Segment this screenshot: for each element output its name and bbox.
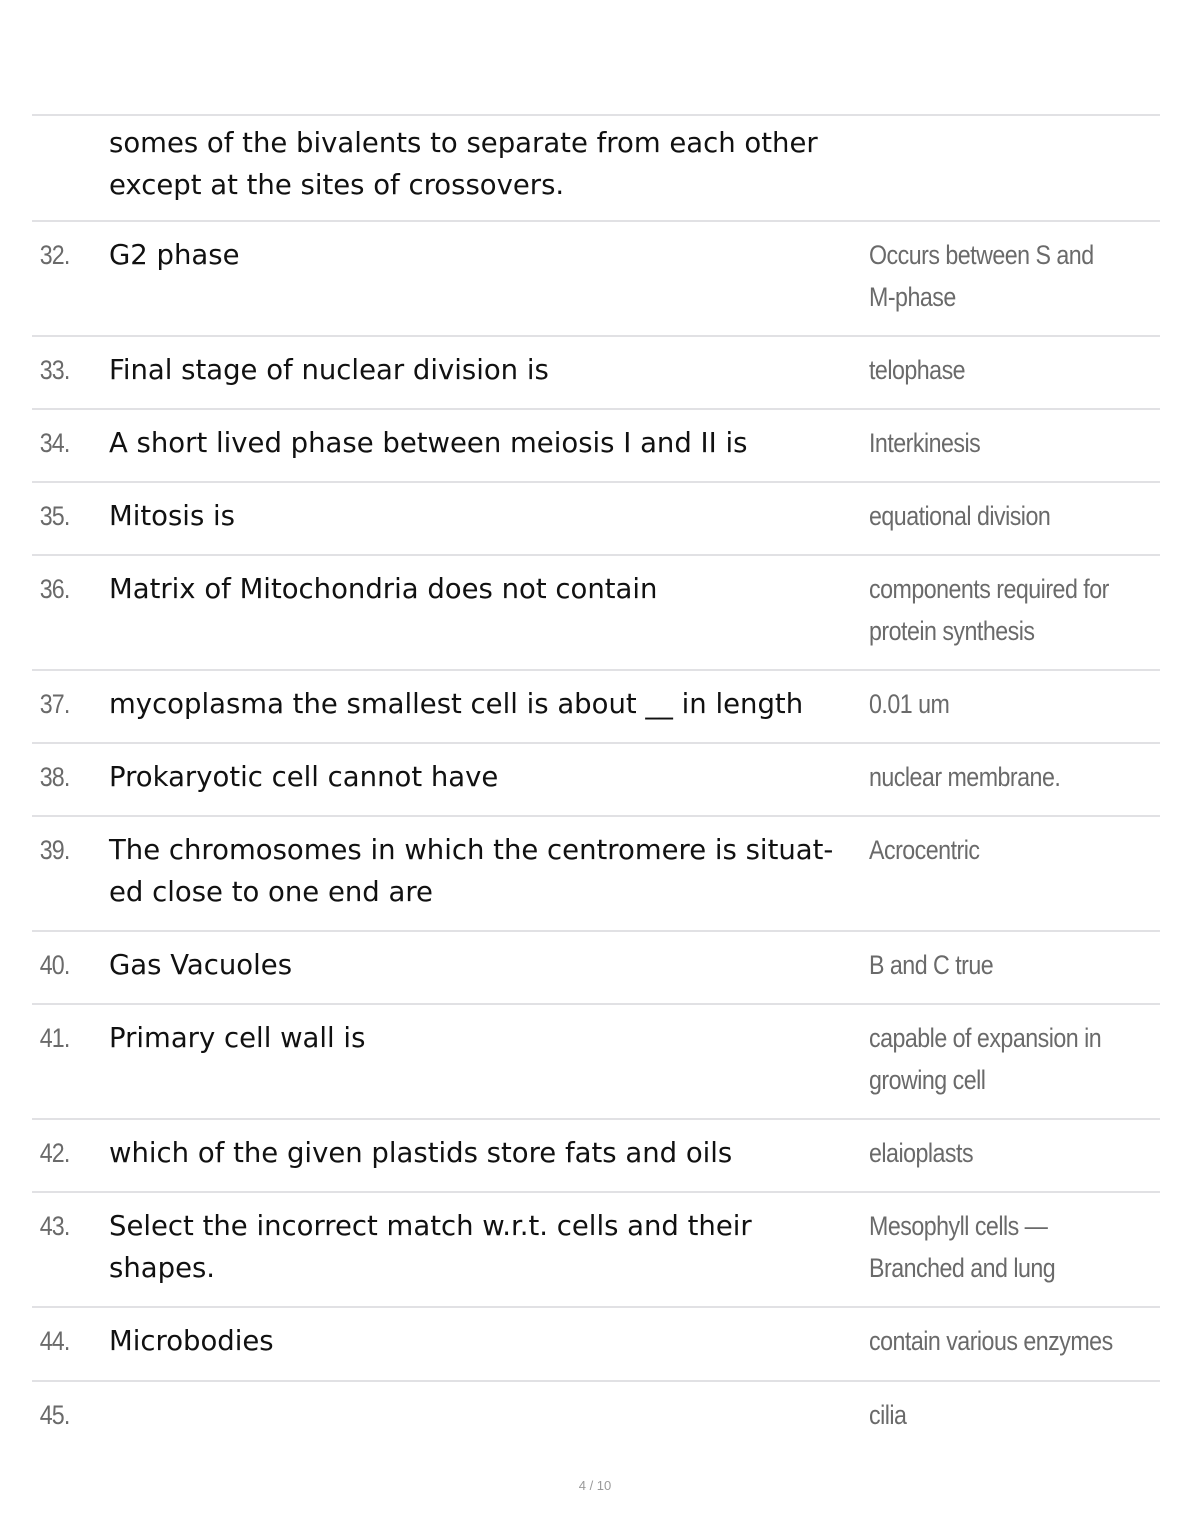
table-row [32, 1382, 1160, 1446]
row-question: Microbodies [109, 1325, 274, 1357]
row-question: Primary cell wall is [109, 1022, 366, 1054]
row-question: somes of the bivalents to separate from each other except at the sites of crossovers. [109, 127, 818, 201]
row-number: 40. [39, 950, 70, 980]
table-row [32, 222, 1160, 337]
row-answer: contain various enzymes [869, 1326, 1113, 1356]
table-row [32, 1308, 1160, 1382]
row-number: 33. [39, 355, 70, 385]
row-number: 39. [39, 835, 70, 865]
row-answer: Acrocentric [869, 835, 980, 865]
row-number: 37. [39, 689, 70, 719]
question-answer-table [32, 114, 1160, 1446]
row-answer: Mesophyll cells — Branched and lung [869, 1211, 1056, 1283]
page-number: 4 / 10 [578, 1478, 612, 1493]
table-row [32, 337, 1160, 410]
row-question: Matrix of Mitochondria does not contain [109, 573, 658, 605]
row-number: 36. [39, 574, 70, 604]
row-question: Select the incorrect match w.r.t. cells and their shapes. [109, 1210, 752, 1284]
row-number: 41. [39, 1023, 70, 1053]
row-question: Prokaryotic cell cannot have [109, 761, 499, 793]
table-row [32, 1120, 1160, 1193]
table-row [32, 410, 1160, 483]
row-question: mycoplasma the smallest cell is about __ in length [109, 688, 804, 720]
table-row [32, 932, 1160, 1005]
row-number: 35. [39, 501, 70, 531]
row-number: 45. [39, 1400, 70, 1430]
table-row [32, 817, 1160, 932]
row-answer: equational division [869, 501, 1051, 531]
table-row [32, 744, 1160, 817]
row-answer: elaioplasts [869, 1138, 974, 1168]
row-answer: 0.01 um [869, 689, 950, 719]
table-row [32, 1193, 1160, 1308]
row-answer: telophase [869, 355, 966, 385]
row-answer: capable of expansion in growing cell [869, 1023, 1102, 1095]
row-question: G2 phase [109, 239, 240, 271]
table-row [32, 1005, 1160, 1120]
row-number: 34. [39, 428, 70, 458]
row-number: 42. [39, 1138, 70, 1168]
table-row [32, 116, 1160, 222]
table-row [32, 483, 1160, 556]
row-question: Final stage of nuclear division is [109, 354, 549, 386]
row-question: which of the given plastids store fats and oils [109, 1137, 733, 1169]
row-number: 38. [39, 762, 70, 792]
row-answer: cilia [869, 1400, 907, 1430]
table-row [32, 671, 1160, 744]
row-number: 44. [39, 1326, 70, 1356]
row-number: 32. [39, 240, 70, 270]
row-question: Gas Vacuoles [109, 949, 293, 981]
row-answer: nuclear membrane. [869, 762, 1061, 792]
row-question: Mitosis is [109, 500, 235, 532]
row-question: A short lived phase between meiosis I and II is [109, 427, 748, 459]
table-row [32, 556, 1160, 671]
row-number: 43. [39, 1211, 70, 1241]
row-answer: Occurs between S and M-phase [869, 240, 1094, 312]
row-answer: components required for protein synthesis [869, 574, 1109, 646]
row-answer: Interkinesis [869, 428, 981, 458]
row-answer: B and C true [869, 950, 994, 980]
row-question: The chromosomes in which the centromere is situat- ed close to one end are [109, 834, 834, 908]
